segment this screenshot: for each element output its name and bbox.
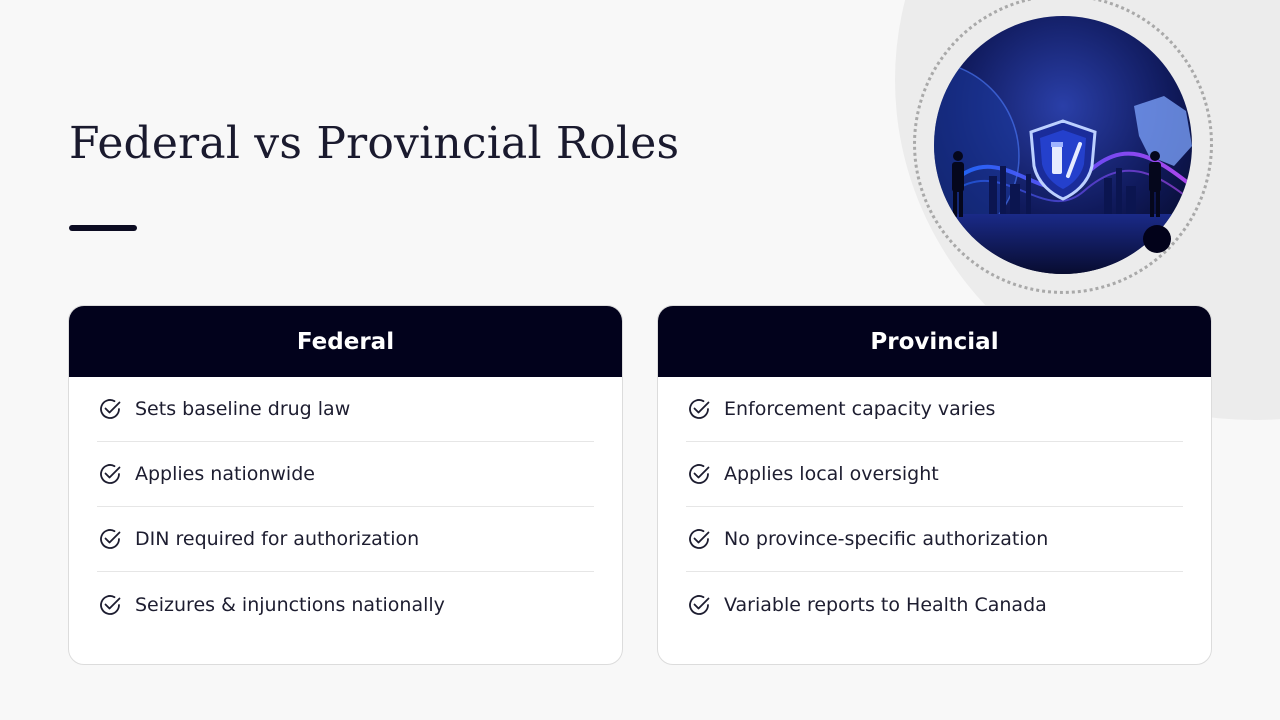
provincial-card-header: Provincial — [658, 306, 1211, 377]
federal-list — [69, 377, 622, 637]
federal-card-header: Federal — [69, 306, 622, 377]
list-item-text: Seizures & injunctions nationally — [135, 593, 445, 616]
list-item-text: Sets baseline drug law — [135, 398, 351, 420]
list-item-text: Enforcement capacity varies — [724, 398, 996, 420]
list-item — [97, 442, 594, 507]
list-item-text: Applies nationwide — [135, 463, 315, 485]
slide-title: Federal vs Provincial Roles — [69, 118, 680, 169]
hero-accent-dot — [1143, 225, 1171, 253]
list-item — [686, 377, 1183, 442]
list-item-text: No province-specific authorization — [724, 528, 1049, 550]
list-item — [686, 507, 1183, 572]
check-circle-icon — [686, 592, 712, 618]
list-item — [686, 572, 1183, 637]
list-item-text: Applies local oversight — [724, 463, 939, 485]
provincial-list — [658, 377, 1211, 637]
check-circle-icon — [686, 526, 712, 552]
check-circle-icon — [686, 461, 712, 487]
federal-card — [68, 305, 623, 665]
provincial-card — [657, 305, 1212, 665]
title-underline — [69, 225, 137, 231]
check-circle-icon — [97, 526, 123, 552]
list-item-text: Variable reports to Health Canada — [724, 593, 1047, 616]
list-item — [97, 507, 594, 572]
list-item — [686, 442, 1183, 507]
list-item — [97, 572, 594, 637]
check-circle-icon — [97, 592, 123, 618]
check-circle-icon — [686, 396, 712, 422]
list-item — [97, 377, 594, 442]
check-circle-icon — [97, 461, 123, 487]
list-item-text: DIN required for authorization — [135, 528, 420, 550]
check-circle-icon — [97, 396, 123, 422]
